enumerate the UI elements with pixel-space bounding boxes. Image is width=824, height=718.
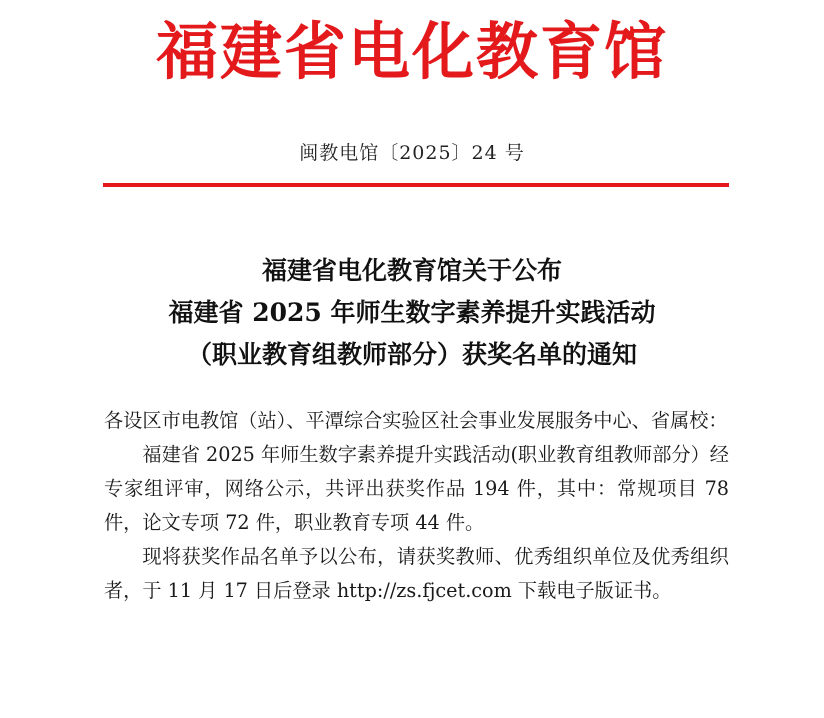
title-line-2: 福建省 2025 年师生数字素养提升实践活动 <box>168 298 656 327</box>
red-divider-line <box>103 183 729 187</box>
document-number: 闽教电馆〔2025〕24 号 <box>299 142 525 164</box>
issuer-masthead: 福建省电化教育馆 <box>155 15 668 88</box>
notice-title <box>0 250 824 376</box>
salutation: 各设区市电教馆（站）、平潭综合实验区社会事业发展服务中心、省属校： <box>104 409 728 432</box>
body-paragraph-2: 现将获奖作品名单予以公布，请获奖教师、优秀组织单位及优秀组织者，于 11 月 17 日后登录 http://zs.fjcet.com 下载电子版证书。 <box>104 545 729 602</box>
body-paragraph-1: 福建省 2025 年师生数字素养提升实践活动(职业教育组教师部分）经专家组评审，网络公示，共评出获奖作品 194 件，其中：常规项目 78 件，论文专项 72 件，职业教育专项 44 件。 <box>104 443 729 534</box>
title-line-1: 福建省电化教育馆关于公布 <box>261 256 562 285</box>
notice-body <box>104 404 729 608</box>
title-line-3: （职业教育组教师部分）获奖名单的通知 <box>186 340 637 369</box>
